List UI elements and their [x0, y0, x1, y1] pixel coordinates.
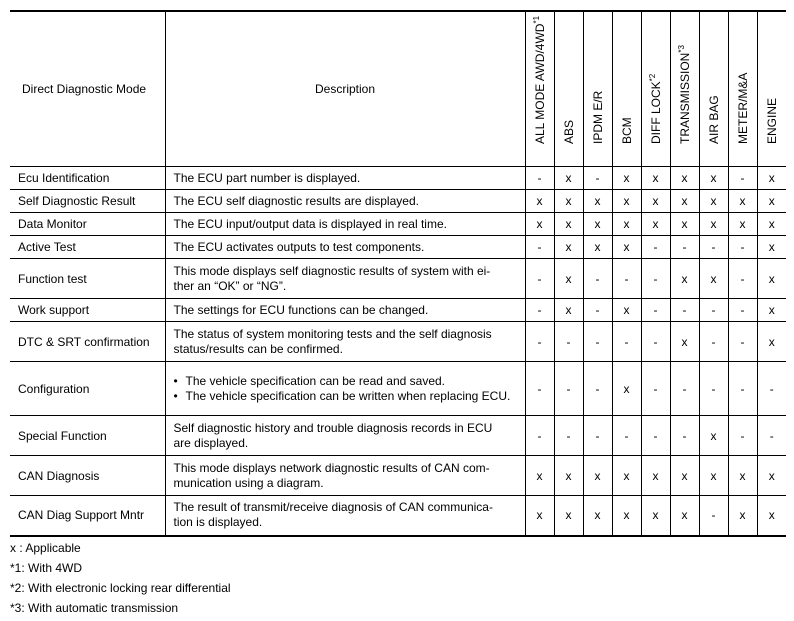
applicability-cell: x	[670, 213, 699, 236]
header-row	[10, 11, 786, 167]
description-line: The status of system monitoring tests and the self diagnosis	[173, 326, 492, 341]
mode-cell: Special Function	[10, 416, 165, 456]
description-line: munication using a diagram.	[173, 475, 324, 490]
system-label: BCM	[619, 117, 634, 144]
mode-cell: Function test	[10, 259, 165, 299]
description-line: are displayed.	[173, 435, 249, 450]
applicability-cell: -	[728, 362, 757, 416]
applicability-cell: x	[525, 190, 554, 213]
applicability-cell: x	[757, 496, 786, 536]
table-row	[10, 299, 786, 322]
applicability-cell: -	[612, 416, 641, 456]
column-header-system	[525, 11, 554, 167]
description-bullet: • The vehicle specification can be read and saved.	[174, 374, 521, 389]
description-line: status/results can be confirmed.	[173, 341, 343, 356]
table-row	[10, 416, 786, 456]
column-header-system	[554, 11, 583, 167]
description-cell	[165, 213, 525, 236]
description-line: This mode displays network diagnostic results of CAN com-	[173, 460, 490, 475]
applicability-cell: x	[670, 496, 699, 536]
applicability-cell: -	[525, 167, 554, 190]
applicability-cell: x	[728, 213, 757, 236]
description-bullet: • The vehicle specification can be written when replacing ECU.	[174, 389, 521, 404]
mode-cell: Configuration	[10, 362, 165, 416]
applicability-cell: x	[641, 213, 670, 236]
description-cell	[165, 496, 525, 536]
applicability-cell: x	[699, 190, 728, 213]
applicability-cell: -	[641, 299, 670, 322]
applicability-cell: x	[554, 213, 583, 236]
mode-cell: CAN Diagnosis	[10, 456, 165, 496]
applicability-cell: -	[583, 362, 612, 416]
system-label: ABS	[561, 119, 576, 144]
applicability-cell: -	[757, 416, 786, 456]
applicability-cell: x	[583, 236, 612, 259]
column-header-system	[757, 11, 786, 167]
table-row	[10, 362, 786, 416]
table-row	[10, 213, 786, 236]
applicability-cell: -	[699, 236, 728, 259]
applicability-cell: x	[757, 299, 786, 322]
footnotes	[10, 538, 231, 618]
applicability-cell: x	[583, 190, 612, 213]
column-header-system	[699, 11, 728, 167]
mode-cell: Ecu Identification	[10, 167, 165, 190]
applicability-cell: -	[583, 322, 612, 362]
column-header-system	[583, 11, 612, 167]
applicability-cell: x	[583, 496, 612, 536]
applicability-cell: x	[554, 236, 583, 259]
applicability-cell: x	[525, 496, 554, 536]
applicability-cell: x	[583, 456, 612, 496]
description-cell	[165, 299, 525, 322]
footnote: x : Applicable	[10, 541, 81, 555]
description-line: This mode displays self diagnostic results of system with ei-	[173, 263, 491, 278]
applicability-cell: -	[525, 416, 554, 456]
applicability-cell: -	[525, 259, 554, 299]
column-header-system	[670, 11, 699, 167]
applicability-cell: x	[728, 496, 757, 536]
applicability-cell: -	[728, 167, 757, 190]
applicability-cell: -	[699, 362, 728, 416]
applicability-cell: x	[641, 496, 670, 536]
applicability-cell: x	[554, 259, 583, 299]
applicability-cell: -	[525, 236, 554, 259]
description-cell	[165, 190, 525, 213]
footnote: *1: With 4WD	[10, 561, 83, 575]
applicability-cell: x	[699, 213, 728, 236]
applicability-cell: -	[699, 299, 728, 322]
footnote: *2: With electronic locking rear differential	[10, 581, 231, 595]
applicability-cell: x	[699, 167, 728, 190]
description-line: Self diagnostic history and trouble diagnosis records in ECU	[173, 420, 493, 435]
column-header-system	[641, 11, 670, 167]
applicability-cell: -	[728, 299, 757, 322]
applicability-cell: -	[728, 259, 757, 299]
applicability-cell: -	[641, 322, 670, 362]
system-label: ENGINE	[764, 97, 779, 144]
table-row	[10, 496, 786, 536]
applicability-cell: x	[670, 456, 699, 496]
table-row	[10, 236, 786, 259]
system-note: *3	[676, 45, 686, 53]
applicability-cell: x	[612, 496, 641, 536]
applicability-cell: x	[699, 259, 728, 299]
applicability-cell: x	[612, 362, 641, 416]
applicability-cell: x	[612, 190, 641, 213]
system-label: TRANSMISSION	[677, 52, 692, 144]
applicability-cell: x	[757, 236, 786, 259]
applicability-cell: -	[554, 322, 583, 362]
table-row	[10, 456, 786, 496]
description-cell	[165, 167, 525, 190]
applicability-cell: x	[641, 167, 670, 190]
applicability-cell: x	[757, 213, 786, 236]
applicability-cell: -	[641, 416, 670, 456]
applicability-cell: -	[554, 416, 583, 456]
applicability-cell: x	[699, 416, 728, 456]
applicability-cell: x	[612, 213, 641, 236]
applicability-cell: -	[641, 236, 670, 259]
applicability-cell: x	[583, 213, 612, 236]
system-label: AIR BAG	[706, 95, 721, 144]
applicability-cell: -	[554, 362, 583, 416]
applicability-cell: x	[670, 322, 699, 362]
applicability-cell: -	[612, 259, 641, 299]
applicability-cell: -	[583, 416, 612, 456]
description-line: The ECU input/output data is displayed in real time.	[173, 216, 447, 231]
applicability-cell: x	[757, 259, 786, 299]
applicability-cell: -	[728, 416, 757, 456]
applicability-cell: -	[641, 362, 670, 416]
applicability-cell: x	[641, 190, 670, 213]
system-label: METER/M&A	[735, 72, 750, 144]
applicability-cell: x	[757, 190, 786, 213]
applicability-cell: x	[612, 236, 641, 259]
description-bullet-list	[174, 374, 521, 404]
applicability-cell: -	[583, 299, 612, 322]
applicability-cell: x	[525, 213, 554, 236]
applicability-cell: -	[728, 322, 757, 362]
mode-cell: Work support	[10, 299, 165, 322]
system-label: DIFF LOCK	[648, 81, 663, 144]
applicability-cell: -	[670, 236, 699, 259]
applicability-cell: -	[670, 362, 699, 416]
mode-cell: Self Diagnostic Result	[10, 190, 165, 213]
applicability-cell: x	[670, 190, 699, 213]
applicability-cell: x	[525, 456, 554, 496]
applicability-cell: x	[641, 456, 670, 496]
applicability-cell: x	[699, 456, 728, 496]
description-line: tion is displayed.	[173, 515, 263, 530]
applicability-cell: x	[757, 456, 786, 496]
description-cell	[165, 456, 525, 496]
applicability-cell: -	[583, 167, 612, 190]
applicability-cell: x	[728, 456, 757, 496]
applicability-cell: x	[612, 299, 641, 322]
system-note: *2	[647, 73, 657, 82]
applicability-cell: x	[757, 167, 786, 190]
description-cell	[165, 322, 525, 362]
applicability-cell: x	[554, 167, 583, 190]
column-header-description: Description	[165, 11, 525, 167]
description-cell	[165, 416, 525, 456]
footnote: *3: With automatic transmission	[10, 601, 179, 615]
applicability-cell: x	[670, 259, 699, 299]
applicability-cell: x	[612, 167, 641, 190]
applicability-cell: x	[554, 299, 583, 322]
description-line: The ECU part number is displayed.	[173, 170, 361, 185]
mode-cell: Data Monitor	[10, 213, 165, 236]
applicability-cell: -	[583, 259, 612, 299]
applicability-cell: -	[699, 322, 728, 362]
description-cell	[165, 236, 525, 259]
table-body	[10, 167, 786, 536]
description-line: The ECU self diagnostic results are displayed.	[173, 193, 419, 208]
applicability-cell: -	[670, 299, 699, 322]
applicability-cell: x	[670, 167, 699, 190]
column-header-mode: Direct Diagnostic Mode	[10, 11, 165, 167]
applicability-cell: -	[641, 259, 670, 299]
applicability-cell: x	[554, 496, 583, 536]
column-header-system	[612, 11, 641, 167]
table-row	[10, 167, 786, 190]
applicability-cell: -	[670, 416, 699, 456]
applicability-cell: -	[525, 322, 554, 362]
applicability-cell: x	[554, 456, 583, 496]
applicability-cell: -	[728, 236, 757, 259]
system-label: ALL MODE AWD/4WD	[532, 23, 547, 144]
mode-cell: DTC & SRT confirmation	[10, 322, 165, 362]
applicability-cell: x	[612, 456, 641, 496]
diagnostic-mode-table	[10, 10, 786, 537]
applicability-cell: -	[612, 322, 641, 362]
mode-cell: CAN Diag Support Mntr	[10, 496, 165, 536]
column-header-system	[728, 11, 757, 167]
mode-cell: Active Test	[10, 236, 165, 259]
table-row	[10, 322, 786, 362]
applicability-cell: -	[525, 362, 554, 416]
system-label: IPDM E/R	[590, 90, 605, 144]
applicability-cell: -	[757, 362, 786, 416]
description-line: The settings for ECU functions can be changed.	[173, 302, 429, 317]
table-row	[10, 259, 786, 299]
description-cell	[165, 362, 525, 416]
description-cell	[165, 259, 525, 299]
applicability-cell: x	[728, 190, 757, 213]
table-row	[10, 190, 786, 213]
description-line: ther an “OK” or “NG”.	[173, 278, 287, 293]
applicability-cell: x	[554, 190, 583, 213]
system-note: *1	[531, 15, 541, 24]
applicability-cell: -	[525, 299, 554, 322]
applicability-cell: -	[699, 496, 728, 536]
description-line: The result of transmit/receive diagnosis of CAN communica-	[173, 500, 493, 515]
description-line: The ECU activates outputs to test components.	[173, 239, 425, 254]
applicability-cell: x	[757, 322, 786, 362]
